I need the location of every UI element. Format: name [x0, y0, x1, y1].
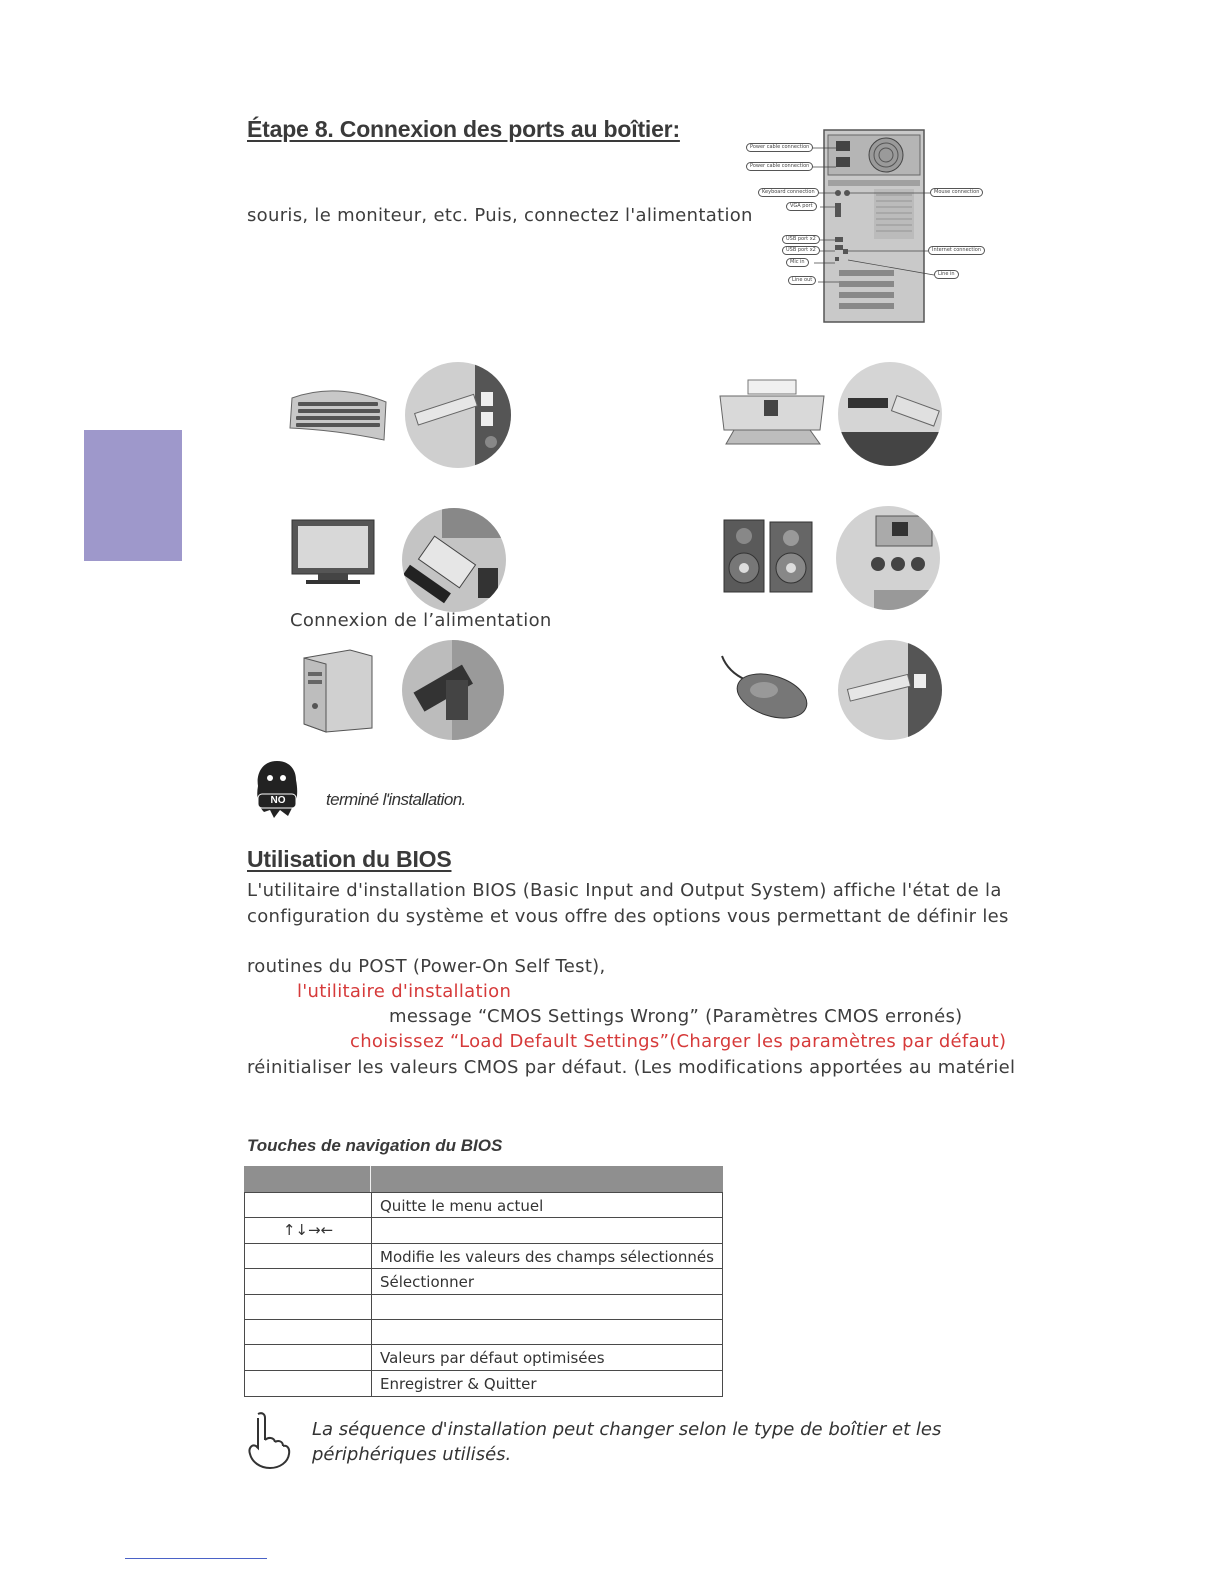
table-row [244, 1268, 723, 1294]
table-key [244, 1371, 372, 1396]
label-keyboard: Keyboard connection [758, 188, 819, 197]
step8-heading: Étape 8. Connexion des ports au boîtier: [247, 116, 680, 142]
bios-line-5: message “CMOS Settings Wrong” (Paramètres CMOS erronés) [389, 1006, 963, 1027]
label-mic-in: Mic in [786, 258, 809, 267]
audio-jack-icon [836, 506, 940, 610]
table-row [244, 1319, 723, 1345]
power-caption: Connexion de l’alimentation [290, 610, 552, 631]
parallel-plug-icon [838, 362, 942, 466]
table-key [244, 1320, 372, 1345]
footer-rule [125, 1558, 267, 1559]
mouse-image [718, 652, 812, 722]
step8-text: souris, le moniteur, etc. Puis, connectez l'alimentation [247, 205, 753, 226]
table-function: Sélectionner [380, 1273, 475, 1291]
monitor-icon [290, 518, 376, 586]
usb-plug-icon-2 [838, 640, 942, 740]
label-usb-2: USB port x2 [782, 246, 820, 255]
bios-heading: Utilisation du BIOS [247, 846, 452, 872]
note-text: terminé l'installation. [326, 790, 466, 809]
tower-pc-icon [300, 648, 376, 734]
bios-line-7: réinitialiser les valeurs CMOS par défaut. (Les modifications apportées au matériel [247, 1057, 1016, 1078]
table-function: Enregistrer & Quitter [380, 1375, 537, 1393]
nav-heading: Touches de navigation du BIOS [247, 1136, 503, 1155]
speakers-image [722, 518, 814, 594]
table-row [244, 1192, 723, 1218]
pointing-hand-icon [244, 1410, 294, 1472]
usb-plug-icon [405, 362, 511, 468]
label-mouse: Mouse connection [930, 188, 983, 197]
mouse-icon [718, 652, 812, 722]
note-icon [252, 758, 302, 820]
label-line-in: Line in [934, 270, 959, 279]
tower-image [300, 648, 376, 734]
table-key [244, 1345, 372, 1370]
monitor-port-closeup [402, 508, 506, 612]
speakers-port-closeup [836, 506, 940, 610]
case-rear-diagram [744, 125, 984, 325]
printer-port-closeup [838, 362, 942, 466]
table-row [244, 1217, 723, 1243]
keyboard-image [286, 380, 392, 446]
monitor-image [290, 518, 376, 586]
keyboard-icon [286, 380, 392, 446]
label-usb-1: USB port x2 [782, 235, 820, 244]
mouse-port-closeup [838, 640, 942, 740]
printer-icon [716, 378, 828, 450]
table-row [244, 1344, 723, 1370]
label-vga: VGA port [786, 202, 817, 211]
tip-line-1: La séquence d'installation peut changer selon le type de boîtier et les [312, 1419, 942, 1440]
bios-line-4: l'utilitaire d'installation [297, 981, 512, 1002]
table-function: Valeurs par défaut optimisées [380, 1349, 605, 1367]
table-row [244, 1243, 723, 1269]
note-badge: NO [270, 795, 286, 806]
bios-line-2: configuration du système et vous offre des options vous permettant de définir les [247, 906, 1009, 927]
power-port-closeup [402, 640, 504, 740]
power-plug-icon [402, 640, 504, 740]
table-key [244, 1295, 372, 1320]
nav-table-header [244, 1166, 723, 1192]
printer-image [716, 378, 828, 450]
speakers-icon [722, 518, 814, 594]
chapter-side-tab [84, 430, 182, 561]
table-row [244, 1370, 723, 1397]
bios-line-6: choisissez “Load Default Settings”(Charger les paramètres par défaut) [350, 1031, 1007, 1052]
bios-line-1: L'utilitaire d'installation BIOS (Basic Input and Output System) affiche l'état de la [247, 880, 1002, 901]
case-rear-illustration [744, 125, 984, 325]
warning-ghost-icon [252, 758, 302, 820]
tip-hand-icon [244, 1410, 294, 1472]
table-function: Modifie les valeurs des champs sélectionnés [380, 1248, 714, 1266]
label-power-cable-2: Power cable connection [746, 162, 813, 171]
keyboard-port-closeup [405, 362, 511, 468]
label-power-cable-1: Power cable connection [746, 143, 813, 152]
label-internet: Internet connection [928, 246, 985, 255]
table-key [244, 1193, 372, 1218]
table-key [244, 1269, 372, 1294]
bios-line-3: routines du POST (Power-On Self Test), [247, 956, 606, 977]
table-key [244, 1244, 372, 1269]
table-key: ↑↓→← [244, 1218, 372, 1243]
tip-line-2: périphériques utilisés. [312, 1444, 512, 1465]
label-line-out: Line out [788, 276, 816, 285]
table-row [244, 1294, 723, 1320]
table-function: Quitte le menu actuel [380, 1197, 544, 1215]
vga-plug-icon [402, 508, 506, 612]
